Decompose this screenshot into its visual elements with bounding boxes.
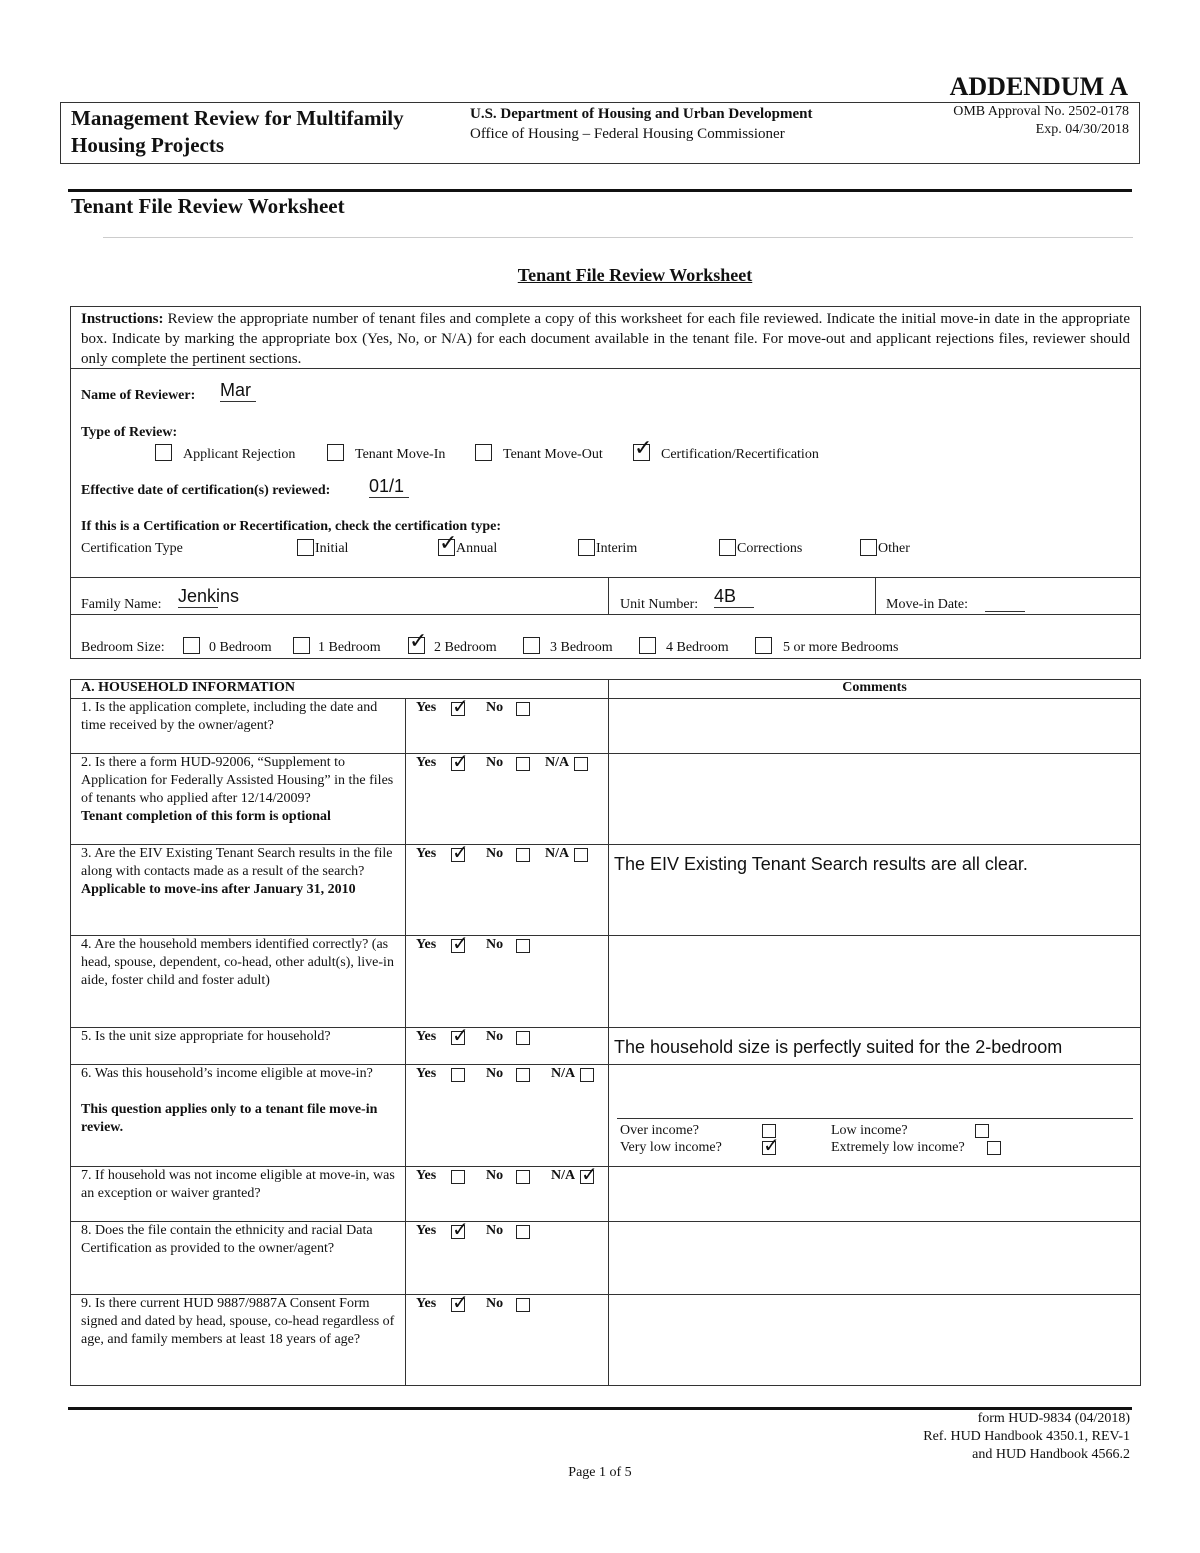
na-label: N/A xyxy=(545,846,570,861)
cert-type-option-label: Other xyxy=(878,541,910,556)
checkmark-icon: ✓ xyxy=(634,436,653,461)
section-a-header: A. HOUSEHOLD INFORMATION xyxy=(81,680,296,695)
yes-label: Yes xyxy=(416,700,437,715)
bedroom-option-label: 4 Bedroom xyxy=(666,640,729,655)
income-checkbox[interactable] xyxy=(762,1133,780,1157)
no-checkbox[interactable] xyxy=(516,1031,530,1045)
bedroom-size-label: Bedroom Size: xyxy=(81,640,165,655)
no-label: No xyxy=(486,1296,504,1311)
cert-type-checkbox[interactable] xyxy=(438,531,458,556)
spacer xyxy=(81,1083,399,1101)
income-option-label: Low income? xyxy=(831,1123,908,1138)
yes-label: Yes xyxy=(416,1168,437,1183)
review-type-label: Applicant Rejection xyxy=(183,447,296,462)
bedroom-checkbox[interactable] xyxy=(755,637,772,654)
family-name-field[interactable]: Jenkins xyxy=(178,586,240,606)
agency-name: U.S. Department of Housing and Urban Development xyxy=(470,106,813,122)
question-note: Tenant completion of this form is optional xyxy=(81,809,331,824)
no-label: No xyxy=(486,1066,504,1081)
move-in-date-label: Move-in Date: xyxy=(886,597,969,612)
question-text: 5. Is the unit size appropriate for household? xyxy=(81,1029,331,1044)
income-option-label: Extremely low income? xyxy=(831,1140,965,1155)
section-title: Tenant File Review Worksheet xyxy=(71,194,345,218)
no-label: No xyxy=(486,937,504,952)
yes-checkbox[interactable] xyxy=(451,1170,465,1184)
reviewer-label: Name of Reviewer: xyxy=(81,388,196,403)
cert-type-checkbox[interactable] xyxy=(860,539,877,556)
na-checkbox[interactable] xyxy=(580,1068,594,1082)
omb-expiration: Exp. 04/30/2018 xyxy=(1035,122,1129,137)
na-label: N/A xyxy=(551,1066,576,1081)
no-checkbox[interactable] xyxy=(516,1170,530,1184)
question-2 xyxy=(81,754,399,826)
review-type-checkbox[interactable] xyxy=(475,444,492,461)
cert-type-option-label: Corrections xyxy=(737,541,803,556)
bedroom-option-label: 2 Bedroom xyxy=(434,640,497,655)
no-label: No xyxy=(486,846,504,861)
divider xyxy=(70,577,1141,578)
income-divider xyxy=(617,1118,1133,1119)
handbook-ref-2: and HUD Handbook 4566.2 xyxy=(972,1447,1130,1462)
question-3 xyxy=(81,845,399,899)
bedroom-checkbox[interactable] xyxy=(293,637,310,654)
no-label: No xyxy=(486,1168,504,1183)
review-type-checkbox[interactable] xyxy=(327,444,344,461)
no-checkbox[interactable] xyxy=(516,757,530,771)
bedroom-checkbox[interactable] xyxy=(523,637,540,654)
question-7 xyxy=(81,1167,399,1203)
comments-header: Comments xyxy=(842,680,907,695)
review-type-checkbox[interactable] xyxy=(155,444,172,461)
comment-field[interactable]: The EIV Existing Tenant Search results are all clear. xyxy=(614,854,1028,874)
effective-date-label: Effective date of certification(s) reviewed: xyxy=(81,483,331,498)
checkmark-icon: ✓ xyxy=(452,749,469,773)
na-label: N/A xyxy=(545,755,570,770)
question-text: 9. Is there current HUD 9887/9887A Consent Form signed and dated by head, spouse, co-head regardless of age, and family members at least 18 years of age? xyxy=(81,1296,395,1347)
no-label: No xyxy=(486,755,504,770)
review-type-label: Certification/Recertification xyxy=(661,447,819,462)
checkmark-icon: ✓ xyxy=(763,1133,780,1157)
yes-label: Yes xyxy=(416,1029,437,1044)
checkmark-icon: ✓ xyxy=(452,1023,469,1047)
addendum-title: ADDENDUM A xyxy=(949,72,1128,101)
yes-label: Yes xyxy=(416,846,437,861)
move-in-date-field[interactable] xyxy=(985,590,1025,612)
yes-label: Yes xyxy=(416,755,437,770)
instructions xyxy=(81,309,1130,369)
cert-type-option-label: Interim xyxy=(596,541,638,556)
yes-checkbox[interactable] xyxy=(451,1023,469,1047)
na-checkbox[interactable] xyxy=(574,757,588,771)
bedroom-option-label: 3 Bedroom xyxy=(550,640,613,655)
office-name: Office of Housing – Federal Housing Commissioner xyxy=(470,126,785,142)
no-checkbox[interactable] xyxy=(516,939,530,953)
na-checkbox[interactable] xyxy=(580,1162,598,1186)
handbook-ref: Ref. HUD Handbook 4350.1, REV-1 xyxy=(923,1429,1130,1444)
yes-checkbox[interactable] xyxy=(451,1068,465,1082)
checkmark-icon: ✓ xyxy=(439,531,458,556)
footer-rule xyxy=(68,1407,1132,1410)
income-option-label: Over income? xyxy=(620,1123,699,1138)
no-checkbox[interactable] xyxy=(516,702,530,716)
no-label: No xyxy=(486,1223,504,1238)
family-name-label: Family Name: xyxy=(81,597,162,612)
yes-checkbox[interactable] xyxy=(451,749,469,773)
omb-number: OMB Approval No. 2502-0178 xyxy=(953,104,1129,119)
question-text: 4. Are the household members identified correctly? (as head, spouse, dependent, co-head, other adult(s), live-in aide, foster child and foster adult) xyxy=(81,937,394,988)
column-divider xyxy=(608,679,609,1386)
yes-checkbox[interactable] xyxy=(451,840,469,864)
checkmark-icon: ✓ xyxy=(452,840,469,864)
na-label: N/A xyxy=(551,1168,576,1183)
bedroom-option-label: 5 or more Bedrooms xyxy=(783,640,899,655)
no-label: No xyxy=(486,1029,504,1044)
checkmark-icon: ✓ xyxy=(452,694,469,718)
cert-type-checkbox[interactable] xyxy=(578,539,595,556)
unit-number-field[interactable]: 4B xyxy=(714,585,754,608)
instructions-text: Review the appropriate number of tenant files and complete a copy of this worksheet for each file reviewed. Indicate the initial move-in date in the appropriate box. Indicate by marking the appropriate box (Yes, No, or N/A) for each document available in the tenant file. For move-out and applicant rejections files, reviewer should only complete the pertinent sections. xyxy=(81,311,1130,367)
question-text: 3. Are the EIV Existing Tenant Search results in the file along with contacts made as a result of the search? xyxy=(81,846,393,879)
income-checkbox[interactable] xyxy=(987,1141,1001,1155)
question-text: 6. Was this household’s income eligible at move-in? xyxy=(81,1066,373,1081)
cert-type-checkbox[interactable] xyxy=(297,539,314,556)
bedroom-checkbox[interactable] xyxy=(408,629,428,654)
bedroom-option-label: 1 Bedroom xyxy=(318,640,381,655)
question-9 xyxy=(81,1295,399,1349)
unit-number-label: Unit Number: xyxy=(620,597,699,612)
question-text: 8. Does the file contain the ethnicity and racial Data Certification as provided to the owner/agent? xyxy=(81,1223,373,1256)
thin-divider xyxy=(103,237,1133,238)
bedroom-checkbox[interactable] xyxy=(183,637,200,654)
no-checkbox[interactable] xyxy=(516,1298,530,1312)
comment-field[interactable]: The household size is perfectly suited for the 2-bedroom xyxy=(614,1037,1063,1057)
income-option-label: Very low income? xyxy=(620,1140,722,1155)
bedroom-checkbox[interactable] xyxy=(639,637,656,654)
yes-checkbox[interactable] xyxy=(451,1217,469,1241)
review-type-label: Tenant Move-Out xyxy=(503,447,603,462)
na-checkbox[interactable] xyxy=(574,848,588,862)
worksheet-title: Tenant File Review Worksheet xyxy=(517,265,753,285)
checkmark-icon: ✓ xyxy=(409,629,428,654)
no-label: No xyxy=(486,700,504,715)
question-text: 1. Is the application complete, including the date and time received by the owner/agent? xyxy=(81,700,378,733)
page-number: Page 1 of 5 xyxy=(568,1465,632,1480)
yes-label: Yes xyxy=(416,1223,437,1238)
yes-checkbox[interactable] xyxy=(451,1290,469,1314)
question-1 xyxy=(81,699,399,735)
cert-type-checkbox[interactable] xyxy=(719,539,736,556)
reviewer-name-field[interactable]: Mar xyxy=(220,379,256,402)
review-type-label: Tenant Move-In xyxy=(355,447,446,462)
checkmark-icon: ✓ xyxy=(581,1162,598,1186)
question-8 xyxy=(81,1222,399,1258)
yes-label: Yes xyxy=(416,937,437,952)
bedroom-option-label: 0 Bedroom xyxy=(209,640,272,655)
yes-checkbox[interactable] xyxy=(451,694,469,718)
cert-type-option-label: Annual xyxy=(456,541,498,556)
question-text: 2. Is there a form HUD-92006, “Supplement to Application for Federally Assisted Housing” in the files of tenants who applied after 12/14/2009? xyxy=(81,755,394,806)
no-checkbox[interactable] xyxy=(516,848,530,862)
question-4 xyxy=(81,936,399,990)
form-title: Management Review for Multifamily Housing Projects xyxy=(71,106,404,157)
checkmark-icon: ✓ xyxy=(452,931,469,955)
instructions-label: Instructions: xyxy=(81,311,164,327)
divider xyxy=(875,577,876,614)
cert-type-label: Certification Type xyxy=(81,541,183,556)
form-number: form HUD-9834 (04/2018) xyxy=(977,1411,1130,1426)
effective-date-field[interactable]: 01/1 xyxy=(369,475,409,498)
no-checkbox[interactable] xyxy=(516,1225,530,1239)
type-of-review-label: Type of Review: xyxy=(81,425,178,440)
divider xyxy=(70,368,1141,369)
checkmark-icon: ✓ xyxy=(452,1217,469,1241)
yes-label: Yes xyxy=(416,1066,437,1081)
review-type-checkbox[interactable] xyxy=(633,436,653,461)
column-divider xyxy=(405,698,406,1386)
question-note: Applicable to move-ins after January 31, 2010 xyxy=(81,882,356,897)
no-checkbox[interactable] xyxy=(516,1068,530,1082)
divider xyxy=(608,577,609,614)
yes-label: Yes xyxy=(416,1296,437,1311)
cert-type-option-label: Initial xyxy=(315,541,349,556)
question-note: This question applies only to a tenant file move-in review. xyxy=(81,1102,378,1135)
question-5 xyxy=(81,1028,399,1046)
checkmark-icon: ✓ xyxy=(452,1290,469,1314)
cert-type-question: If this is a Certification or Recertification, check the certification type: xyxy=(81,519,502,534)
yes-checkbox[interactable] xyxy=(451,931,469,955)
question-text: 7. If household was not income eligible at move-in, was an exception or waiver granted? xyxy=(81,1168,395,1201)
question-6 xyxy=(81,1065,399,1137)
divider xyxy=(70,614,1141,615)
income-checkbox[interactable] xyxy=(975,1124,989,1138)
section-rule xyxy=(68,189,1132,192)
